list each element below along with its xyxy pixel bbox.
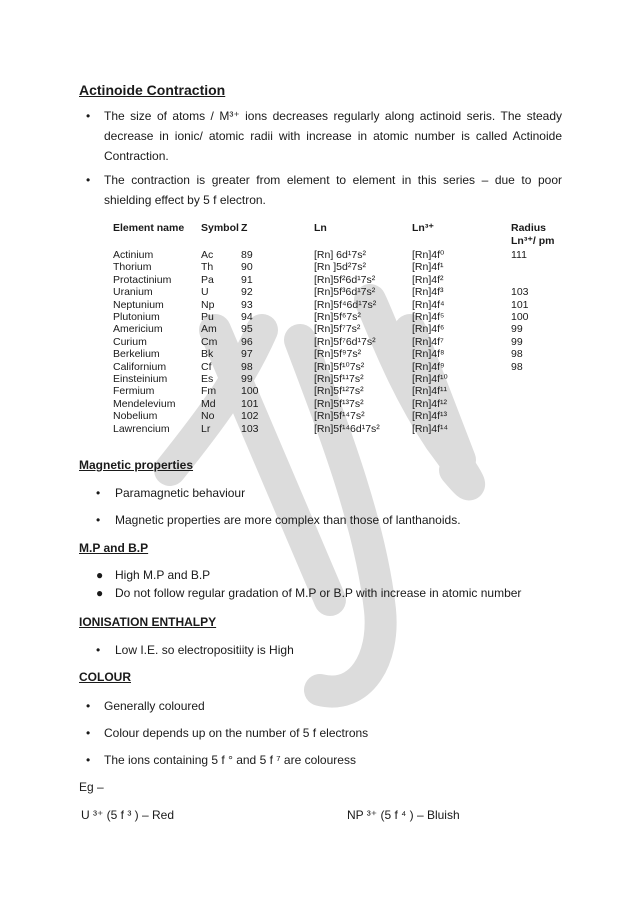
bullet-icon: ● bbox=[96, 586, 104, 600]
cell-symbol: Cm bbox=[201, 335, 218, 348]
cell-ln: [Rn]5f²6d¹7s² bbox=[314, 273, 376, 286]
cell-symbol: Md bbox=[201, 397, 216, 410]
cell-ln3: [Rn]4f¹³ bbox=[412, 410, 448, 423]
section-title-mp-bp: M.P and B.P bbox=[79, 541, 149, 555]
list-item bbox=[86, 170, 562, 210]
cell-z: 101 bbox=[241, 397, 259, 410]
cell-element-name: Berkelium bbox=[113, 348, 160, 361]
cell-ln3: [Rn]4f³ bbox=[412, 286, 444, 299]
cell-ln: [Rn]5f⁷6d¹7s² bbox=[314, 335, 376, 348]
list-item bbox=[86, 106, 562, 166]
cell-ln: [Rn]5f⁷7s² bbox=[314, 323, 361, 336]
bullet-text: Paramagnetic behaviour bbox=[115, 486, 246, 500]
bullet-icon: • bbox=[96, 513, 101, 527]
example-neptunium: NP ³⁺ (5 f ⁴ ) – Bluish bbox=[347, 808, 460, 822]
cell-element-name: Einsteinium bbox=[113, 373, 168, 385]
cell-symbol: Pu bbox=[201, 311, 214, 323]
cell-ln3: [Rn]4f⁷ bbox=[412, 335, 444, 348]
cell-ln3: [Rn]4f⁹ bbox=[412, 360, 445, 373]
cell-symbol: Np bbox=[201, 298, 215, 311]
cell-element-name: Protactinium bbox=[113, 273, 172, 286]
cell-ln3: [Rn]4f² bbox=[412, 273, 444, 286]
bullet-icon: • bbox=[86, 109, 91, 123]
cell-radius: 100 bbox=[511, 311, 529, 323]
cell-element-name: Americium bbox=[113, 323, 163, 336]
cell-ln: [Rn]5f⁹7s² bbox=[314, 348, 362, 361]
bullet-icon: • bbox=[96, 643, 101, 657]
bullet-text: Low I.E. so electropositiity is High bbox=[115, 643, 294, 657]
cell-ln: [Rn]5f¹²7s² bbox=[314, 385, 364, 398]
cell-element-name: Thorium bbox=[113, 261, 152, 274]
cell-symbol: Fm bbox=[201, 385, 217, 398]
bullet-text: The size of atoms / M³⁺ ions decreases regularly along actinoid seris. The steady decrease in ionic/ atomic radii with increase in atomic number is called Actinoide Contraction. bbox=[104, 109, 562, 163]
bullet-icon: • bbox=[96, 486, 101, 500]
cell-z: 96 bbox=[241, 335, 253, 348]
list-item bbox=[96, 584, 576, 602]
cell-z: 103 bbox=[241, 422, 259, 435]
cell-ln3: [Rn]4f¹ bbox=[412, 261, 444, 274]
example-uranium: U ³⁺ (5 f ³ ) – Red bbox=[81, 808, 175, 822]
cell-symbol: Th bbox=[201, 261, 214, 274]
bullet-icon: • bbox=[86, 699, 91, 713]
cell-element-name: Californium bbox=[113, 360, 167, 373]
cell-ln: [Rn]5f¹⁴6d¹7s² bbox=[314, 422, 380, 435]
cell-ln: [Rn]5f¹¹7s² bbox=[314, 373, 364, 385]
cell-ln: [Rn]5f⁶7s² bbox=[314, 311, 361, 323]
cell-element-name: Plutonium bbox=[113, 311, 160, 323]
column-header-ln: Ln bbox=[314, 222, 327, 234]
cell-symbol: No bbox=[201, 410, 215, 423]
bullet-icon: ● bbox=[96, 568, 104, 582]
cell-symbol: Lr bbox=[201, 422, 211, 435]
cell-z: 93 bbox=[241, 298, 253, 311]
cell-radius: 101 bbox=[511, 298, 529, 311]
cell-symbol: Pa bbox=[201, 273, 214, 286]
cell-z: 100 bbox=[241, 385, 259, 398]
cell-z: 91 bbox=[241, 273, 253, 286]
cell-ln: [Rn]5f¹⁴7s² bbox=[314, 410, 365, 423]
list-item bbox=[96, 566, 576, 584]
cell-ln: [Rn]5f³6d¹7s² bbox=[314, 286, 376, 299]
column-header-radius-unit: Ln³⁺/ pm bbox=[511, 235, 555, 247]
list-item bbox=[86, 750, 556, 770]
cell-ln3: [Rn]4f⁵ bbox=[412, 311, 445, 323]
cell-z: 95 bbox=[241, 323, 253, 336]
cell-z: 92 bbox=[241, 286, 253, 299]
bullet-icon: • bbox=[86, 173, 91, 187]
cell-z: 90 bbox=[241, 261, 253, 274]
cell-symbol: Am bbox=[201, 323, 217, 336]
column-header-radius: Radius bbox=[511, 222, 547, 234]
list-item bbox=[86, 696, 556, 716]
list-item bbox=[96, 510, 556, 530]
cell-z: 97 bbox=[241, 348, 253, 361]
cell-radius: 111 bbox=[511, 249, 527, 261]
cell-element-name: Lawrencium bbox=[113, 422, 170, 435]
cell-z: 94 bbox=[241, 311, 253, 323]
cell-element-name: Actinium bbox=[113, 249, 154, 261]
section-title-ionisation: IONISATION ENTHALPY bbox=[79, 615, 217, 629]
cell-ln3: [Rn]4f⁶ bbox=[412, 323, 445, 336]
cell-z: 99 bbox=[241, 373, 253, 385]
cell-ln3: [Rn]4f⁰ bbox=[412, 249, 445, 261]
cell-radius: 99 bbox=[511, 335, 523, 348]
cell-symbol: Es bbox=[201, 373, 214, 385]
cell-ln: [Rn]5f¹⁰7s² bbox=[314, 360, 365, 373]
column-header-symbol: Symbol bbox=[201, 222, 239, 234]
section-title-colour: COLOUR bbox=[79, 670, 131, 684]
bullet-text: High M.P and B.P bbox=[115, 568, 211, 582]
list-item bbox=[96, 640, 556, 660]
cell-element-name: Fermium bbox=[113, 385, 155, 398]
bullet-text: The contraction is greater from element to element in this series – due to poor shielding effect by 5 f electron. bbox=[104, 173, 562, 207]
cell-element-name: Mendelevium bbox=[113, 397, 176, 410]
cell-ln3: [Rn]4f¹⁴ bbox=[412, 422, 449, 435]
list-item bbox=[86, 723, 556, 743]
cell-radius: 98 bbox=[511, 360, 523, 373]
cell-ln3: [Rn]4f⁸ bbox=[412, 348, 445, 361]
list-item bbox=[96, 483, 556, 503]
bullet-text: Generally coloured bbox=[104, 699, 205, 713]
cell-ln: [Rn ]5d²7s² bbox=[314, 261, 366, 274]
cell-radius: 98 bbox=[511, 348, 523, 361]
cell-z: 89 bbox=[241, 249, 253, 261]
column-header-ln3: Ln³⁺ bbox=[412, 222, 434, 234]
cell-symbol: Ac bbox=[201, 249, 214, 261]
example-label: Eg – bbox=[79, 780, 104, 794]
cell-ln: [Rn] 6d¹7s² bbox=[314, 249, 366, 261]
cell-ln: [Rn]5f⁴6d¹7s² bbox=[314, 298, 377, 311]
cell-z: 102 bbox=[241, 410, 259, 423]
cell-radius: 99 bbox=[511, 323, 523, 336]
cell-symbol: Bk bbox=[201, 348, 214, 361]
bullet-text: Do not follow regular gradation of M.P or B.P with increase in atomic number bbox=[115, 586, 522, 600]
bullet-text: Magnetic properties are more complex than those of lanthanoids. bbox=[115, 513, 461, 527]
bullet-text: Colour depends up on the number of 5 f electrons bbox=[104, 726, 369, 740]
cell-ln: [Rn]5f¹³7s² bbox=[314, 397, 364, 410]
bullet-icon: • bbox=[86, 726, 91, 740]
cell-element-name: Uranium bbox=[113, 286, 153, 299]
cell-element-name: Nobelium bbox=[113, 410, 158, 423]
cell-z: 98 bbox=[241, 360, 253, 373]
cell-element-name: Curium bbox=[113, 335, 147, 348]
cell-element-name: Neptunium bbox=[113, 298, 164, 311]
cell-ln3: [Rn]4f¹⁰ bbox=[412, 373, 448, 385]
bullet-text: The ions containing 5 f ° and 5 f ⁷ are colouress bbox=[104, 753, 356, 767]
column-header-element-name: Element name bbox=[113, 222, 185, 234]
column-header-z: Z bbox=[241, 222, 248, 234]
cell-symbol: Cf bbox=[201, 360, 212, 373]
cell-ln3: [Rn]4f¹¹ bbox=[412, 385, 448, 398]
cell-symbol: U bbox=[201, 286, 209, 299]
bullet-icon: • bbox=[86, 753, 91, 767]
cell-ln3: [Rn]4f¹² bbox=[412, 397, 448, 410]
section-title-magnetic: Magnetic properties bbox=[79, 458, 194, 472]
cell-ln3: [Rn]4f⁴ bbox=[412, 298, 445, 311]
cell-radius: 103 bbox=[511, 286, 529, 299]
section-title-actinoide-contraction: Actinoide Contraction bbox=[79, 82, 226, 98]
